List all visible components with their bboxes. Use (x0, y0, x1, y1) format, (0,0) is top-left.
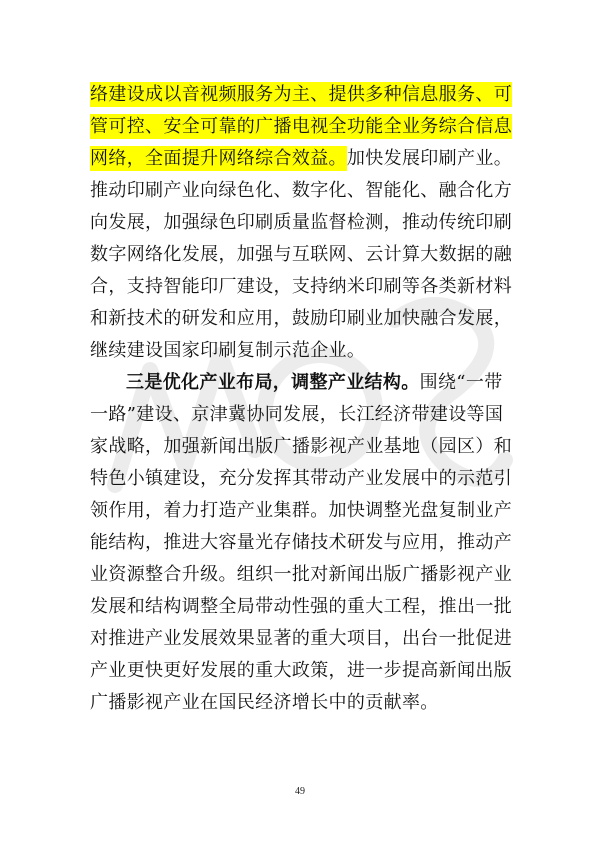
text-line (90, 399, 512, 431)
text-line (90, 335, 512, 367)
body-text (90, 79, 512, 719)
text-line (90, 207, 512, 239)
line-text: 向发展，加强绿色印刷质量监督检测，推动传统印刷 (90, 212, 512, 233)
line-text: 对推进产业发展效果显著的重大项目，出台一批促进 (90, 628, 512, 649)
line-text: 数字网络化发展，加强与互联网、云计算大数据的融 (90, 244, 512, 265)
line-text: 能结构，推进大容量光存储技术研发与应用，推动产 (90, 532, 512, 553)
text-line (90, 655, 512, 687)
text-line (90, 687, 512, 719)
highlighted-text: 络建设成以音视频服务为主、提供多种信息服务、可 (90, 84, 512, 105)
line-text: 特色小镇建设，充分发挥其带动产业发展中的示范引 (90, 468, 512, 489)
text-line (90, 239, 512, 271)
line-text: 围绕“一带 (419, 372, 503, 393)
highlighted-text: 管可控、安全可靠的广播电视全功能全业务综合信息 (90, 116, 512, 137)
line-text: 推动印刷产业向绿色化、数字化、智能化、融合化方 (90, 180, 512, 201)
bold-lead-text: 三是优化产业布局，调整产业结构。 (126, 372, 420, 393)
text-line (90, 303, 512, 335)
line-text: 合，支持智能印厂建设，支持纳米印刷等各类新材料 (90, 276, 512, 297)
line-text: 家战略，加强新闻出版广播影视产业基地（园区）和 (90, 436, 512, 457)
text-line (90, 143, 512, 175)
highlighted-text: 网络，全面提升网络综合效益。 (90, 148, 347, 169)
line-text: 发展和结构调整全局带动性强的重大工程，推出一批 (90, 596, 512, 617)
text-line (90, 79, 512, 111)
line-text: 领作用，着力打造产业集群。加快调整光盘复制业产 (90, 500, 512, 521)
text-line (90, 527, 512, 559)
line-text: 业资源整合升级。组织一批对新闻出版广播影视产业 (90, 564, 512, 585)
text-line (90, 591, 512, 623)
text-line (90, 175, 512, 207)
line-text: 一路”建设、京津冀协同发展，长江经济带建设等国 (90, 404, 504, 425)
text-line (90, 367, 512, 399)
line-text: 继续建设国家印刷复制示范企业。 (90, 340, 366, 361)
text-line (90, 431, 512, 463)
text-line (90, 111, 512, 143)
text-line (90, 271, 512, 303)
text-line (90, 495, 512, 527)
line-text: 和新技术的研发和应用，鼓励印刷业加快融合发展， (90, 308, 512, 329)
text-line (90, 623, 512, 655)
line-text: 加快发展印刷产业。 (346, 148, 512, 169)
line-text: 广播影视产业在国民经济增长中的贡献率。 (90, 692, 439, 713)
page-number: 49 (295, 786, 305, 797)
line-text: 产业更快更好发展的重大政策，进一步提高新闻出版 (90, 660, 512, 681)
text-line (90, 559, 512, 591)
text-line (90, 463, 512, 495)
